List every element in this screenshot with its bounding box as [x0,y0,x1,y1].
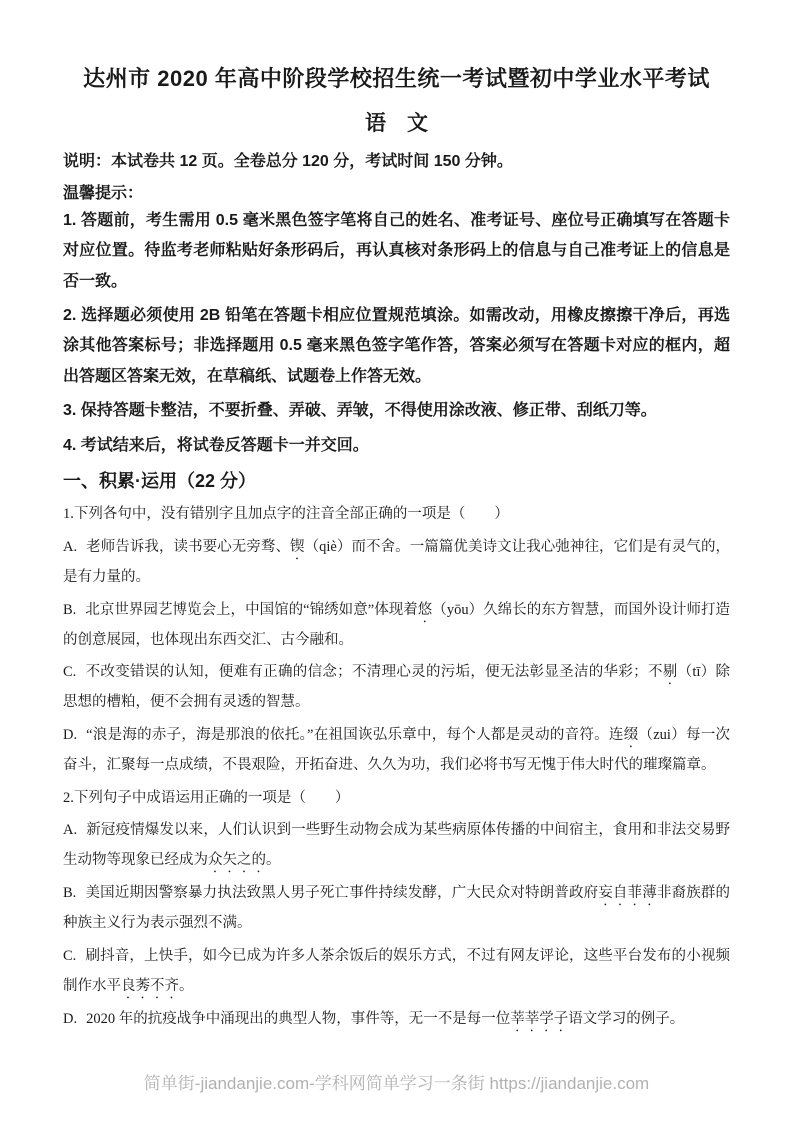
option-text: 美国近期因警察暴力执法致黑人男子死亡事件持续发酵，广大民众对特朗普政府 [85,885,599,902]
emphasized-text: 剔 [662,664,678,681]
option-text: 语文学习的例子。 [568,1010,685,1027]
option-text: 非裔族群的种族主义行为表示强烈不满。 [63,885,730,932]
exam-description: 说明：本试卷共 12 页。全卷总分 120 分，考试时间 150 分钟。 [63,152,513,170]
emphasized-text: 莘莘学子 [510,1010,569,1027]
option-label: A. [63,822,78,839]
option-text: （tī）除思想的槽粕，便不会拥有灵透的智慧。 [63,664,731,711]
tip-item: 4. 考试结来后，将试卷反答题卡一并交回。 [63,436,369,454]
emphasized-text: 锲 [290,538,305,555]
option-row [63,658,730,718]
option-text: （yōu）久绵长的东方智慧，而国外设计师打造的创意展园，也体现出东西交汇、古今融和。 [63,601,731,648]
option-text: “浪是海的赤子，海是那浪的依托。”在祖国诙弘乐章中，每个人都是灵动的音符。连 [86,726,624,743]
option-text: 刷抖音，上快手，如今已成为许多人茶余饭后的娱乐方式，不过有网友评论，这些平台发布的小视频制作水平 [63,947,730,994]
exam-subject: 语 文 [365,112,428,136]
option-text: 老师告诉我，读书要心无旁骛、 [86,538,291,555]
section-heading: 一、积累·运用（22 分） [63,470,257,491]
tip-item: 1. 答题前，考生需用 0.5 毫米黑色签字笔将自己的姓名、准考证号、座位号正确填写在答题卡对应位置。待监考老师粘贴好条形码后，再认真核对条形码上的信息与自己准考证上的信息是否一致。 [63,211,730,290]
option-text: 。 [266,852,281,869]
option-label: C. [63,947,77,964]
tip-item: 3. 保持答题卡整洁，不要折叠、弄破、弄皱，不得使用涂改液、修正带、刮纸刀等。 [63,402,657,420]
question-stem: 2.下列句子中成语运用正确的一项是（ ） [63,789,350,806]
option-text: 北京世界园艺博览会上，中国馆的“锦绣如意”体现着 [85,601,418,618]
option-label: C. [63,664,77,681]
footer-watermark: 简单街-jiandanjie.com-学科网简单学习一条街 https://jiandanjie.com [143,1074,650,1093]
option-text: 不改变错误的认知，便难有正确的信念；不清理心灵的污垢，便无法彰显圣洁的华彩；不 [85,664,663,681]
question-stem: 1.下列各句中，没有错别字且加点字的注音全部正确的一项是（ ） [63,506,509,523]
tip-item: 2. 选择题必须使用 2B 铅笔在答题卡相应位置规范填涂。如需改动，用橡皮擦擦干净后，再选涂其他答案标号；非选择题用 0.5 毫来黑色签字笔作答，答案必须写在答题卡对应的框内，超出答题区答案无效，在草稿纸、试题卷上作答无效。 [63,306,730,385]
option-text: 2020 年的抗疫战争中涌现出的典型人物，事件等，无一不是每一位 [86,1010,511,1027]
emphasized-text: 缀 [623,726,639,743]
option-label: D. [63,1010,78,1027]
option-text: 新冠疫情爆发以来，人们认识到一些野生动物会成为某些病原体传播的中间宿主，食用和非法交易野生动物等现象已经成为 [63,822,730,869]
option-row [63,596,730,656]
questions-container [63,500,730,1034]
option-text: （qiè）而不舍。一篇篇优美诗文让我心弛神往，它们是有灵气的，是有力量的。 [63,538,731,585]
option-label: D. [63,726,78,743]
option-label: B. [63,601,77,618]
option-row [63,533,730,593]
option-row [63,1005,730,1035]
option-row [63,942,730,1002]
option-row [63,816,730,876]
option-label: B. [63,885,77,902]
emphasized-text: 众矢之的 [208,852,266,869]
option-row [63,879,730,939]
tips-list [63,206,730,461]
emphasized-text: 良莠不齐 [121,977,179,994]
exam-title: 达州市 2020 年高中阶段学校招生统一考试暨初中学业水平考试 [83,66,710,91]
option-text: 。 [179,977,194,994]
option-row [63,721,730,781]
option-label: A. [63,538,78,555]
tips-heading: 温馨提示： [63,184,144,202]
emphasized-text: 悠 [417,601,433,618]
emphasized-text: 妄自菲薄 [598,885,657,902]
option-text: （zui）每一次奋斗，汇聚每一点成绩，不畏艰险，开拓奋进、久久为功，我们必将书写无愧于伟大时代的璀璨篇章。 [63,726,730,773]
